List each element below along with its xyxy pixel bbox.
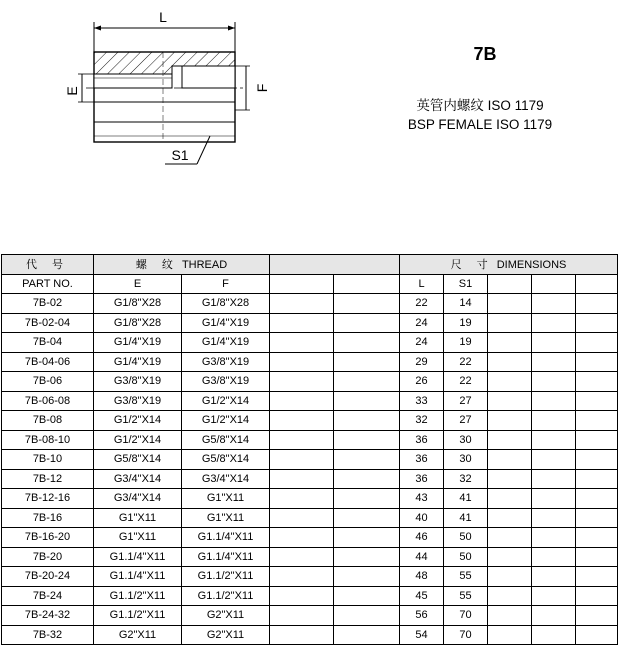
table-row xyxy=(2,625,618,645)
part-no-cell: 7B-06-08 xyxy=(2,391,94,411)
part-no-cell: 7B-10 xyxy=(2,450,94,470)
table-row xyxy=(2,352,618,372)
part-no-cell: 7B-04-06 xyxy=(2,352,94,372)
thread-e-cell: G1/4"X19 xyxy=(94,333,182,353)
hex-s1-cell: 19 xyxy=(444,313,488,333)
length-l-cell: 36 xyxy=(400,430,444,450)
hex-s1-cell: 30 xyxy=(444,430,488,450)
table-row xyxy=(2,606,618,626)
thread-e-cell: G1/2"X14 xyxy=(94,411,182,431)
table-row xyxy=(2,372,618,392)
table-row xyxy=(2,567,618,587)
part-no-cell: 7B-24 xyxy=(2,586,94,606)
thread-e-cell: G1/8"X28 xyxy=(94,294,182,314)
thread-f-cell: G1"X11 xyxy=(182,508,270,528)
length-l-cell: 44 xyxy=(400,547,444,567)
thread-e-cell: G1/2"X14 xyxy=(94,430,182,450)
subheader-e: E xyxy=(94,274,182,294)
table-row xyxy=(2,313,618,333)
bore-left xyxy=(94,74,172,88)
length-l-cell: 45 xyxy=(400,586,444,606)
label-e: E xyxy=(64,86,80,96)
table-row xyxy=(2,508,618,528)
part-no-cell: 7B-02-04 xyxy=(2,313,94,333)
thread-f-cell: G1.1/2"X11 xyxy=(182,567,270,587)
hex-s1-cell: 27 xyxy=(444,411,488,431)
hex-s1-cell: 50 xyxy=(444,528,488,548)
length-l-cell: 36 xyxy=(400,469,444,489)
table-row xyxy=(2,294,618,314)
hex-s1-cell: 70 xyxy=(444,625,488,645)
arrow-left xyxy=(94,26,101,31)
table-row xyxy=(2,469,618,489)
bore-right xyxy=(182,66,235,88)
length-l-cell: 29 xyxy=(400,352,444,372)
thread-e-cell: G3/4"X14 xyxy=(94,469,182,489)
label-l: L xyxy=(159,9,167,25)
thread-e-cell: G2"X11 xyxy=(94,625,182,645)
hex-s1-cell: 14 xyxy=(444,294,488,314)
part-no-cell: 7B-06 xyxy=(2,372,94,392)
subheader-l: L xyxy=(400,274,444,294)
product-title-en: BSP FEMALE ISO 1179 xyxy=(407,117,553,132)
part-no-cell: 7B-12 xyxy=(2,469,94,489)
thread-e-cell: G1.1/2"X11 xyxy=(94,606,182,626)
part-no-cell: 7B-20-24 xyxy=(2,567,94,587)
length-l-cell: 48 xyxy=(400,567,444,587)
length-l-cell: 32 xyxy=(400,411,444,431)
length-l-cell: 26 xyxy=(400,372,444,392)
hex-s1-cell: 19 xyxy=(444,333,488,353)
table-row xyxy=(2,547,618,567)
length-l-cell: 24 xyxy=(400,333,444,353)
hex-s1-cell: 55 xyxy=(444,586,488,606)
thread-e-cell: G1"X11 xyxy=(94,508,182,528)
thread-f-cell: G1/2"X14 xyxy=(182,411,270,431)
thread-e-cell: G3/8"X19 xyxy=(94,372,182,392)
header-thread: 螺 纹 THREAD xyxy=(94,255,270,275)
thread-f-cell: G2"X11 xyxy=(182,625,270,645)
length-l-cell: 46 xyxy=(400,528,444,548)
thread-e-cell: G1.1/4"X11 xyxy=(94,547,182,567)
thread-f-cell: G1.1/4"X11 xyxy=(182,528,270,548)
thread-f-cell: G1/8"X28 xyxy=(182,294,270,314)
length-l-cell: 36 xyxy=(400,450,444,470)
header-dimensions: 尺 寸 DIMENSIONS xyxy=(400,255,618,275)
product-title-cn: 英管内螺纹 ISO 1179 xyxy=(416,98,544,113)
thread-e-cell: G1"X11 xyxy=(94,528,182,548)
hex-s1-cell: 27 xyxy=(444,391,488,411)
part-no-cell: 7B-08-10 xyxy=(2,430,94,450)
part-no-cell: 7B-24-32 xyxy=(2,606,94,626)
arrow-right xyxy=(228,26,235,31)
length-l-cell: 33 xyxy=(400,391,444,411)
length-l-cell: 24 xyxy=(400,313,444,333)
table-row xyxy=(2,528,618,548)
length-l-cell: 22 xyxy=(400,294,444,314)
length-l-cell: 40 xyxy=(400,508,444,528)
table-row xyxy=(2,430,618,450)
hex-s1-cell: 30 xyxy=(444,450,488,470)
thread-f-cell: G1/4"X19 xyxy=(182,313,270,333)
thread-f-cell: G1/2"X14 xyxy=(182,391,270,411)
product-code: 7B xyxy=(473,44,497,64)
table-row xyxy=(2,586,618,606)
thread-f-cell: G5/8"X14 xyxy=(182,450,270,470)
thread-e-cell: G1/4"X19 xyxy=(94,352,182,372)
label-f: F xyxy=(254,83,270,93)
length-l-cell: 54 xyxy=(400,625,444,645)
thread-f-cell: G1/4"X19 xyxy=(182,333,270,353)
hex-s1-cell: 32 xyxy=(444,469,488,489)
length-l-cell: 43 xyxy=(400,489,444,509)
thread-f-cell: G1"X11 xyxy=(182,489,270,509)
part-no-cell: 7B-32 xyxy=(2,625,94,645)
hex-s1-cell: 22 xyxy=(444,352,488,372)
part-no-cell: 7B-20 xyxy=(2,547,94,567)
table-row xyxy=(2,450,618,470)
part-no-cell: 7B-12-16 xyxy=(2,489,94,509)
thread-e-cell: G1.1/4"X11 xyxy=(94,567,182,587)
hex-s1-cell: 41 xyxy=(444,508,488,528)
hex-s1-cell: 70 xyxy=(444,606,488,626)
subheader-row xyxy=(2,274,618,294)
thread-e-cell: G3/4"X14 xyxy=(94,489,182,509)
thread-f-cell: G3/8"X19 xyxy=(182,372,270,392)
part-no-cell: 7B-16-20 xyxy=(2,528,94,548)
thread-e-cell: G1.1/2"X11 xyxy=(94,586,182,606)
length-l-cell: 56 xyxy=(400,606,444,626)
thread-f-cell: G3/8"X19 xyxy=(182,352,270,372)
spec-table xyxy=(1,254,618,645)
subheader-f: F xyxy=(182,274,270,294)
thread-e-cell: G5/8"X14 xyxy=(94,450,182,470)
table-row xyxy=(2,333,618,353)
part-no-cell: 7B-16 xyxy=(2,508,94,528)
header-row xyxy=(2,255,618,275)
label-s1: S1 xyxy=(171,147,189,163)
header-code: 代 号 xyxy=(2,255,94,275)
table-row xyxy=(2,489,618,509)
thread-f-cell: G3/4"X14 xyxy=(182,469,270,489)
thread-f-cell: G1.1/4"X11 xyxy=(182,547,270,567)
thread-e-cell: G1/8"X28 xyxy=(94,313,182,333)
fitting-drawing xyxy=(0,0,300,190)
subheader-part-no: PART NO. xyxy=(2,274,94,294)
table-row xyxy=(2,391,618,411)
hex-s1-cell: 22 xyxy=(444,372,488,392)
thread-f-cell: G5/8"X14 xyxy=(182,430,270,450)
thread-f-cell: G1.1/2"X11 xyxy=(182,586,270,606)
hex-s1-cell: 55 xyxy=(444,567,488,587)
part-no-cell: 7B-08 xyxy=(2,411,94,431)
header-blank xyxy=(270,255,400,275)
part-no-cell: 7B-04 xyxy=(2,333,94,353)
thread-f-cell: G2"X11 xyxy=(182,606,270,626)
hex-s1-cell: 50 xyxy=(444,547,488,567)
subheader-s1: S1 xyxy=(444,274,488,294)
hex-s1-cell: 41 xyxy=(444,489,488,509)
thread-e-cell: G3/8"X19 xyxy=(94,391,182,411)
part-no-cell: 7B-02 xyxy=(2,294,94,314)
table-row xyxy=(2,411,618,431)
